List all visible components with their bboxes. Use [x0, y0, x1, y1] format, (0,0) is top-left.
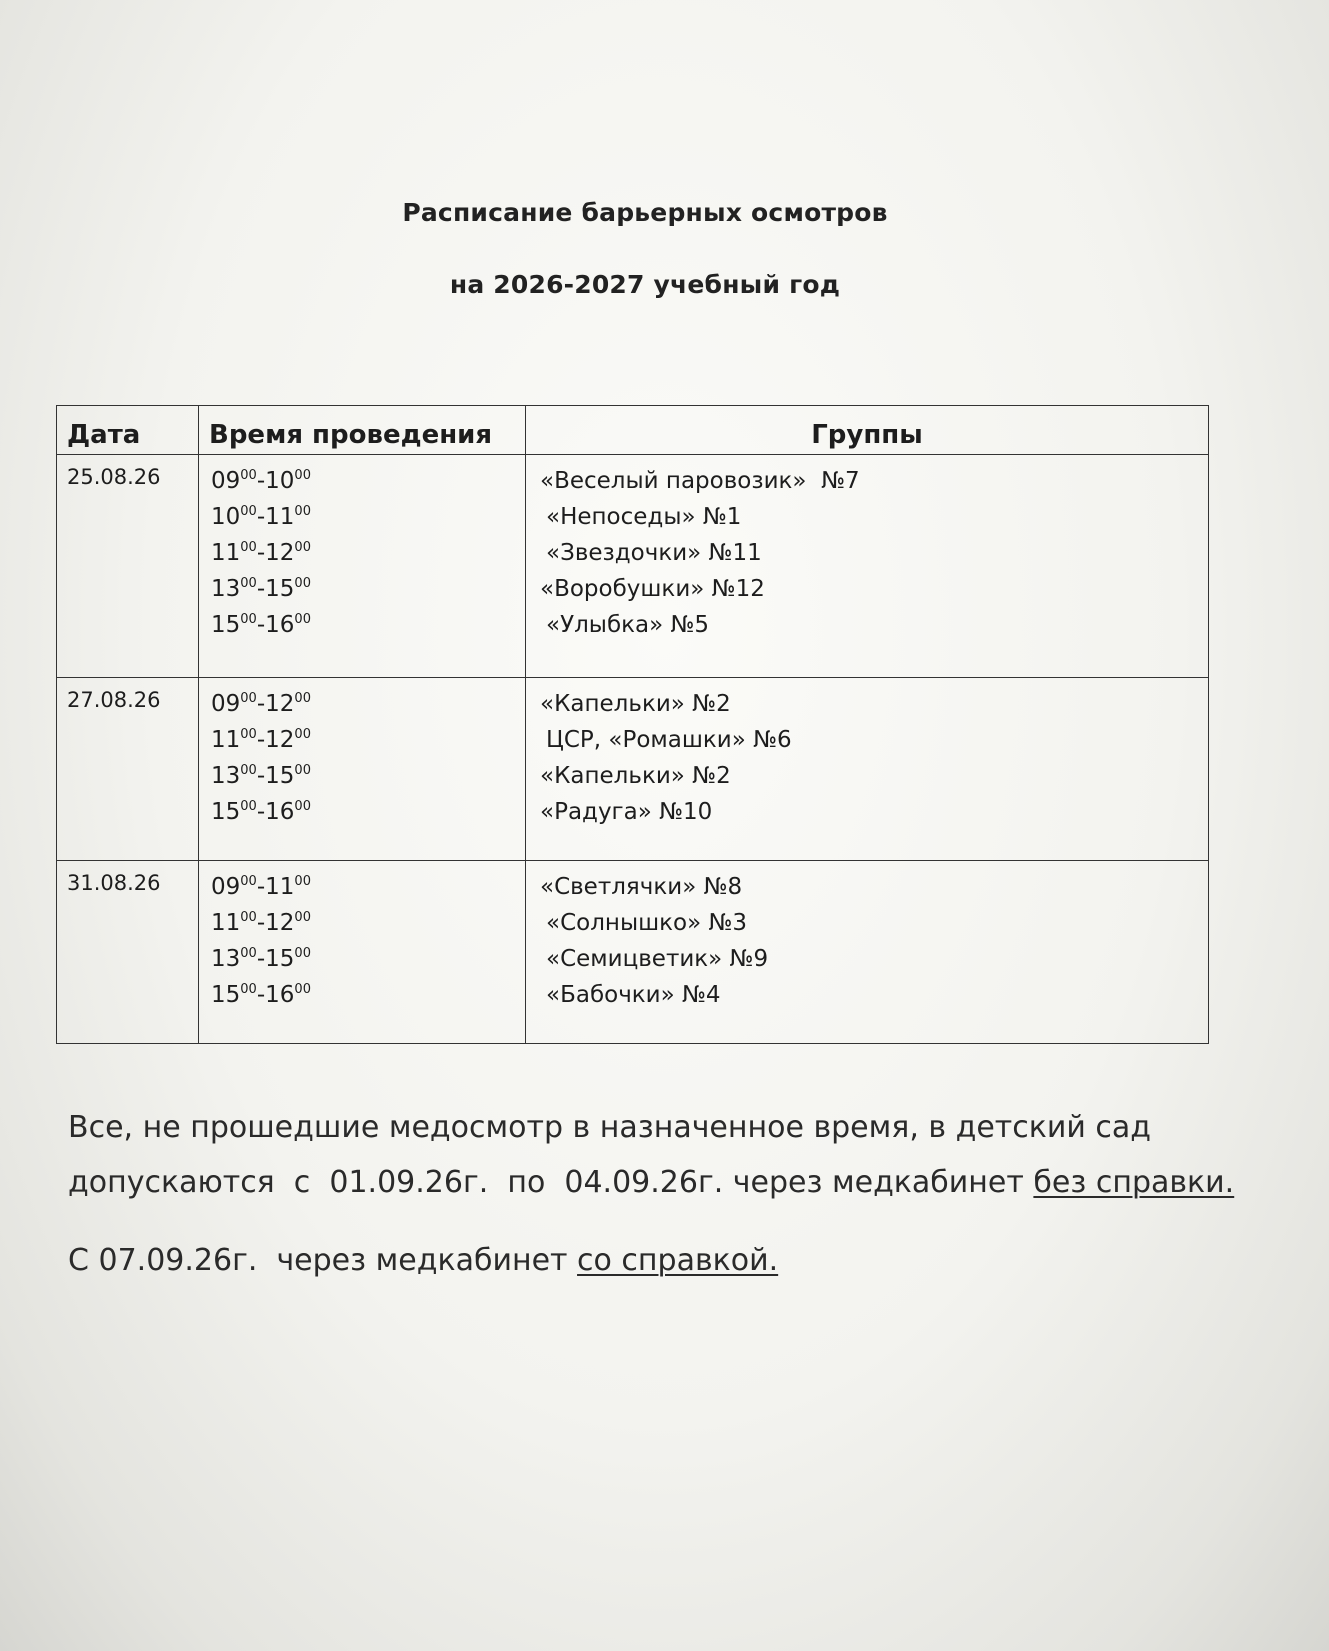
time-slot: $13^{00}-15^{00}$ — [211, 946, 311, 972]
notice-line-3 — [68, 1243, 778, 1278]
header-date: Дата — [57, 406, 199, 455]
time-slot: $10^{00}-11^{00}$ — [211, 504, 311, 530]
time-end-hour: 12 — [265, 540, 295, 566]
time-start-minutes: 00 — [240, 612, 257, 627]
time-end-minutes: 00 — [294, 612, 311, 627]
time-slot: $13^{00}-15^{00}$ — [211, 763, 311, 789]
table-header-row — [57, 406, 1209, 455]
time-start-hour: 13 — [211, 763, 241, 789]
time-start-minutes: 00 — [240, 874, 257, 889]
time-end-hour: 15 — [265, 763, 295, 789]
time-start-hour: 11 — [211, 910, 241, 936]
notice-line-2-text: допускаются с 01.09.26г. по 04.09.26г. через медкабинет — [68, 1165, 1034, 1200]
group-name: «Капельки» №2 — [540, 691, 731, 717]
time-start-minutes: 00 — [240, 540, 257, 555]
groups-cell — [526, 861, 1209, 1044]
time-slot: $11^{00}-12^{00}$ — [211, 727, 311, 753]
time-end-hour: 15 — [265, 576, 295, 602]
time-start-minutes: 00 — [240, 946, 257, 961]
time-start-hour: 09 — [211, 468, 241, 494]
time-slot: $11^{00}-12^{00}$ — [211, 910, 311, 936]
time-end-minutes: 00 — [294, 727, 311, 742]
schedule-table — [56, 405, 1209, 1044]
document-subtitle: на 2026-2027 учебный год — [449, 270, 841, 299]
header-groups: Группы — [526, 406, 1209, 455]
table-row — [57, 861, 1209, 1044]
time-end-minutes: 00 — [294, 763, 311, 778]
time-slot: $15^{00}-16^{00}$ — [211, 612, 311, 638]
time-cell — [199, 455, 526, 678]
time-end-hour: 12 — [265, 727, 295, 753]
time-end-minutes: 00 — [294, 799, 311, 814]
time-slot: $13^{00}-15^{00}$ — [211, 576, 311, 602]
time-end-minutes: 00 — [294, 946, 311, 961]
time-end-minutes: 00 — [294, 691, 311, 706]
time-end-hour: 11 — [265, 874, 295, 900]
time-start-minutes: 00 — [240, 576, 257, 591]
time-cell — [199, 678, 526, 861]
time-start-minutes: 00 — [240, 763, 257, 778]
notice-line-1: Все, не прошедшие медосмотр в назначенное время, в детский сад — [68, 1110, 1152, 1145]
time-end-hour: 12 — [265, 691, 295, 717]
time-end-minutes: 00 — [294, 874, 311, 889]
table-row — [57, 455, 1209, 678]
time-start-hour: 11 — [211, 540, 241, 566]
group-name: «Бабочки» №4 — [546, 982, 721, 1008]
time-end-minutes: 00 — [294, 504, 311, 519]
date-cell: 27.08.26 — [57, 678, 199, 861]
date-cell: 31.08.26 — [57, 861, 199, 1044]
group-name: ЦСР, «Ромашки» №6 — [546, 727, 792, 753]
group-name: «Капельки» №2 — [540, 763, 731, 789]
group-name: «Солнышко» №3 — [546, 910, 748, 936]
group-name: «Непоседы» №1 — [546, 504, 742, 530]
notice-with-certificate: со справкой. — [577, 1243, 779, 1278]
time-start-hour: 13 — [211, 946, 241, 972]
time-end-hour: 15 — [265, 946, 295, 972]
time-end-minutes: 00 — [294, 576, 311, 591]
notice-line-2 — [68, 1165, 1234, 1200]
group-name: «Радуга» №10 — [540, 799, 713, 825]
time-end-hour: 16 — [265, 612, 295, 638]
time-start-minutes: 00 — [240, 727, 257, 742]
time-start-minutes: 00 — [240, 799, 257, 814]
group-name: «Светлячки» №8 — [540, 874, 743, 900]
time-end-hour: 12 — [265, 910, 295, 936]
document-title: Расписание барьерных осмотров — [402, 198, 888, 227]
time-end-minutes: 00 — [294, 982, 311, 997]
time-end-hour: 16 — [265, 799, 295, 825]
group-name: «Веселый паровозик» №7 — [540, 468, 860, 494]
time-start-hour: 15 — [211, 799, 241, 825]
time-end-hour: 16 — [265, 982, 295, 1008]
time-start-hour: 09 — [211, 691, 241, 717]
time-start-hour: 15 — [211, 982, 241, 1008]
time-slot: $09^{00}-12^{00}$ — [211, 691, 311, 717]
time-slot: $09^{00}-10^{00}$ — [211, 468, 311, 494]
time-slot: $15^{00}-16^{00}$ — [211, 982, 311, 1008]
header-time: Время проведения — [199, 406, 526, 455]
groups-cell — [526, 455, 1209, 678]
time-end-hour: 10 — [265, 468, 295, 494]
time-start-hour: 13 — [211, 576, 241, 602]
table-row — [57, 678, 1209, 861]
notice-without-certificate: без справки. — [1033, 1165, 1235, 1200]
group-name: «Семицветик» №9 — [546, 946, 769, 972]
group-name: «Звездочки» №11 — [546, 540, 762, 566]
time-start-hour: 15 — [211, 612, 241, 638]
time-start-minutes: 00 — [240, 468, 257, 483]
notice-line-3-text: С 07.09.26г. через медкабинет — [68, 1243, 578, 1278]
time-start-hour: 09 — [211, 874, 241, 900]
time-slot: $11^{00}-12^{00}$ — [211, 540, 311, 566]
time-end-minutes: 00 — [294, 540, 311, 555]
time-start-hour: 10 — [211, 504, 241, 530]
time-slot: $09^{00}-11^{00}$ — [211, 874, 311, 900]
time-end-minutes: 00 — [294, 468, 311, 483]
time-slot: $15^{00}-16^{00}$ — [211, 799, 311, 825]
date-cell: 25.08.26 — [57, 455, 199, 678]
time-start-minutes: 00 — [240, 910, 257, 925]
time-start-minutes: 00 — [240, 691, 257, 706]
group-name: «Воробушки» №12 — [540, 576, 765, 602]
time-start-hour: 11 — [211, 727, 241, 753]
time-end-hour: 11 — [265, 504, 295, 530]
time-cell — [199, 861, 526, 1044]
group-name: «Улыбка» №5 — [546, 612, 710, 638]
time-start-minutes: 00 — [240, 982, 257, 997]
time-start-minutes: 00 — [240, 504, 257, 519]
groups-cell — [526, 678, 1209, 861]
time-end-minutes: 00 — [294, 910, 311, 925]
